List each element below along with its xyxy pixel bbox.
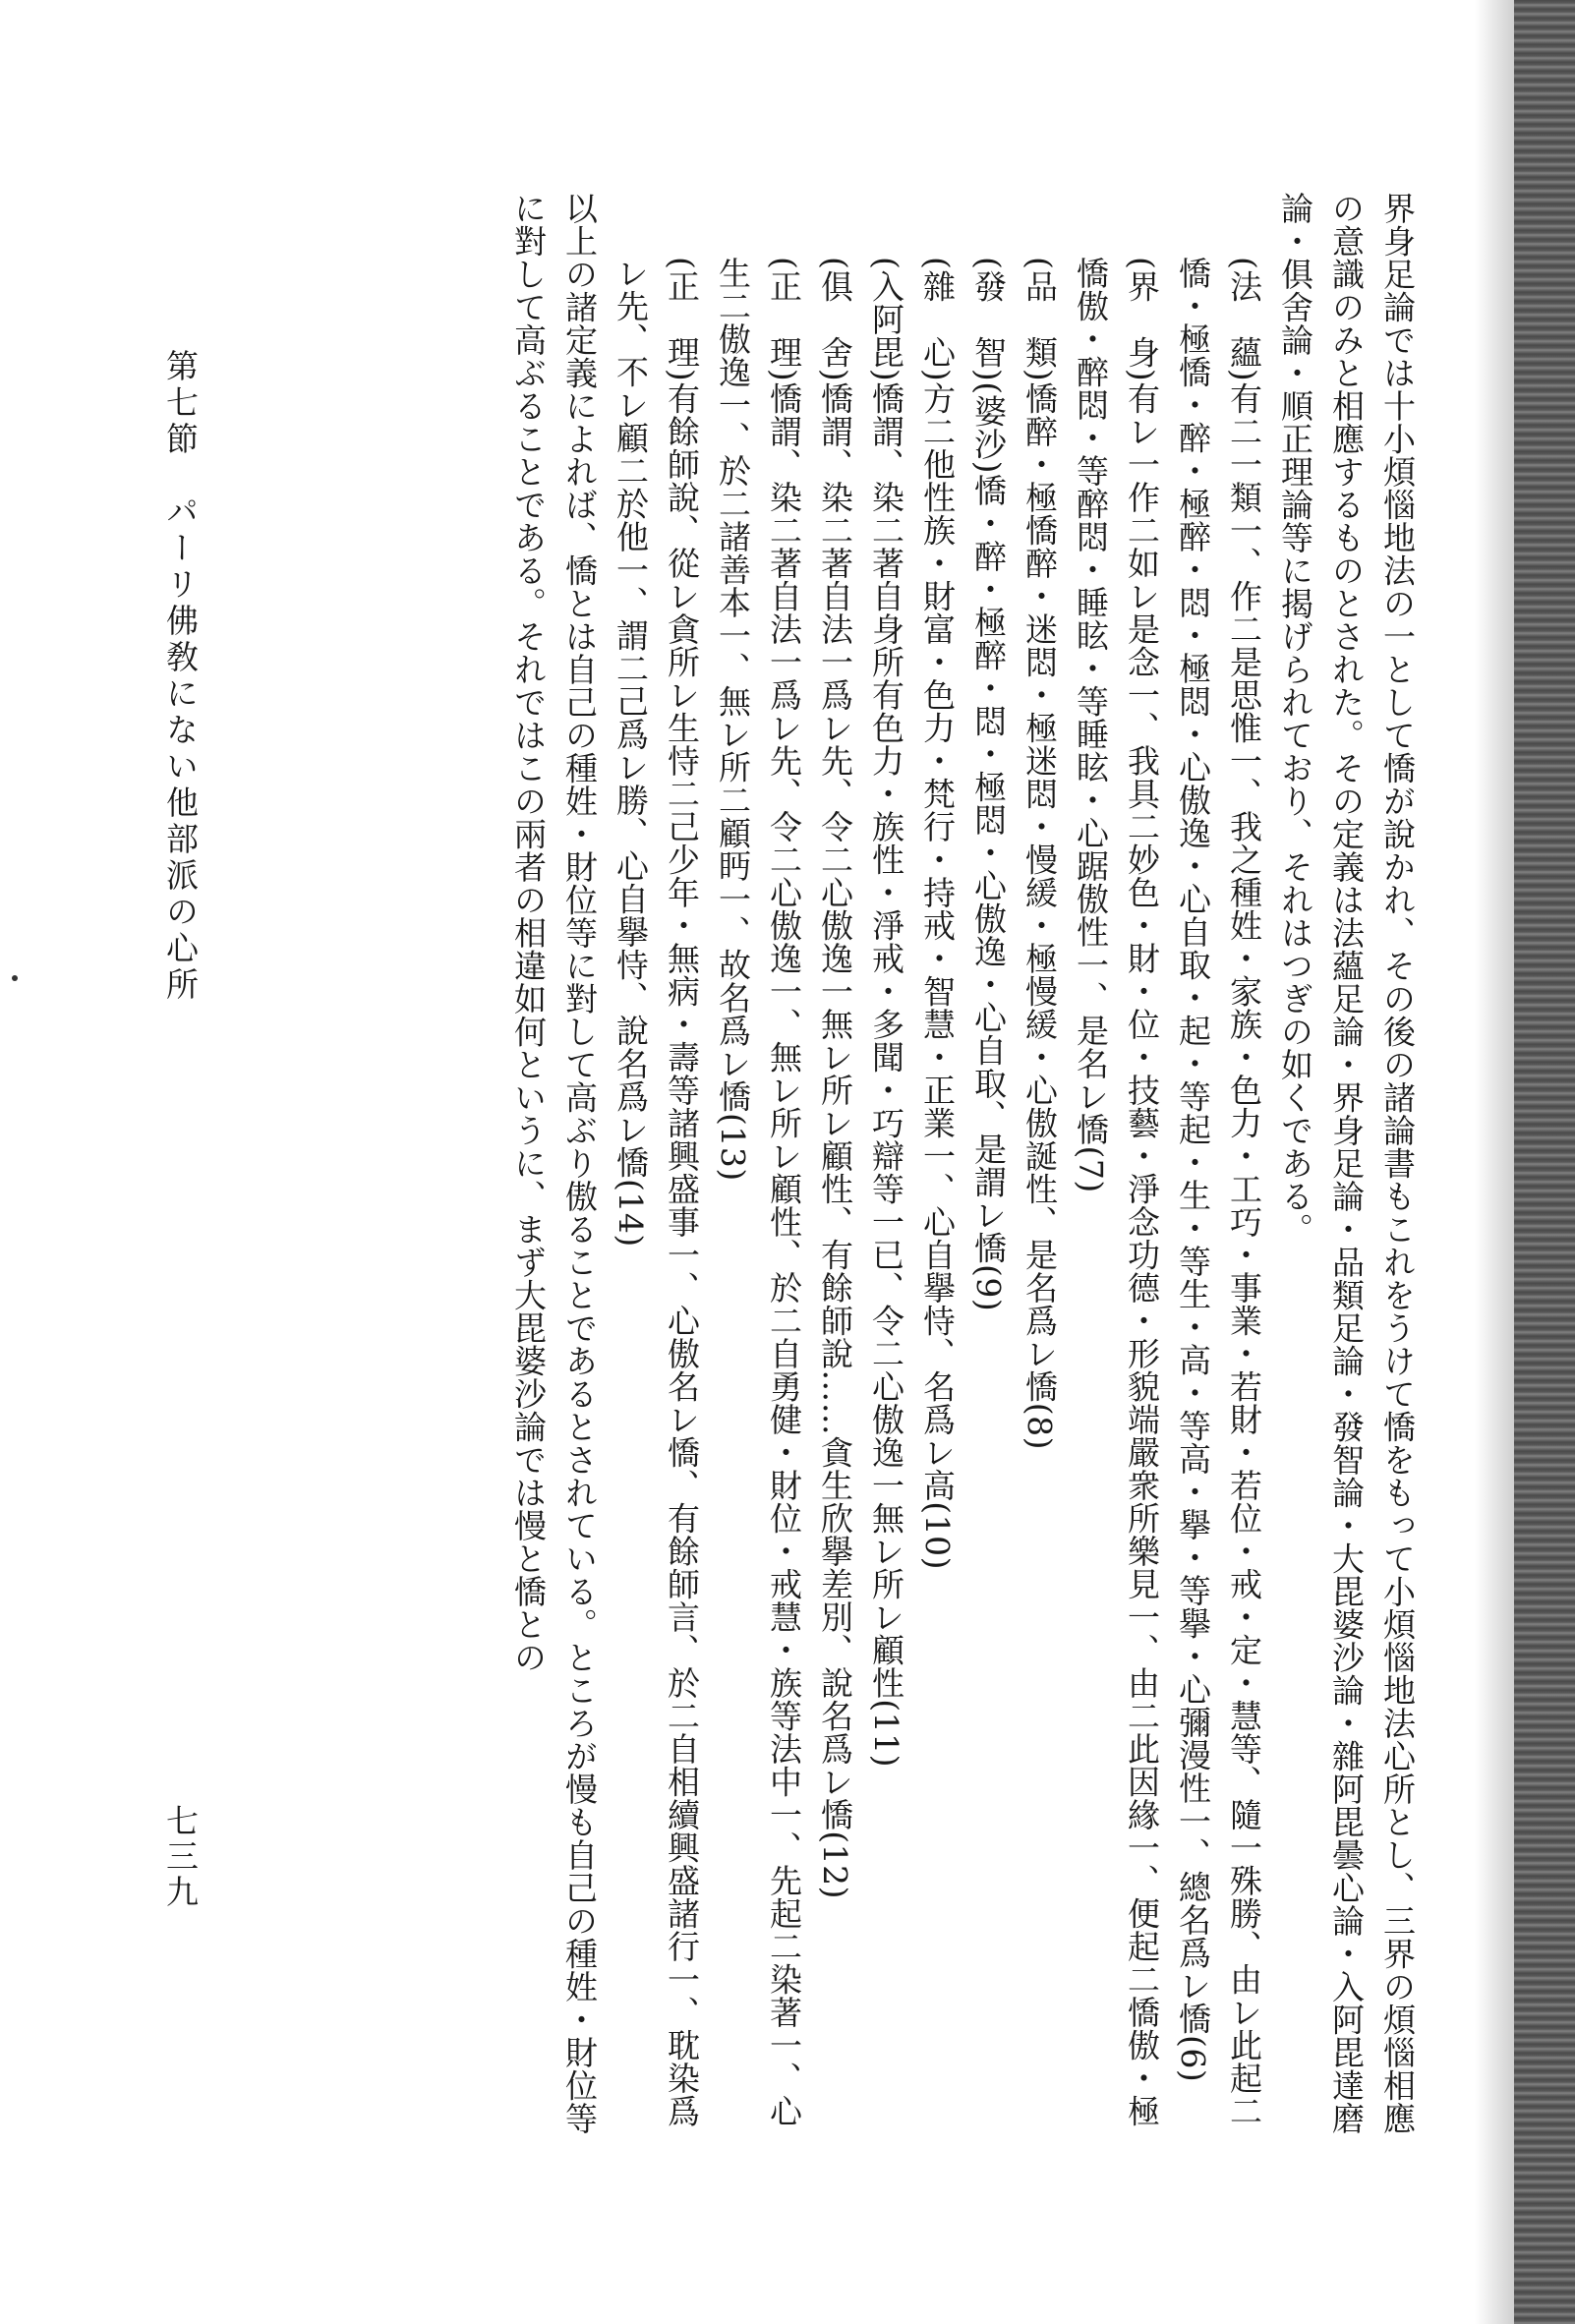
main-text-column-block bbox=[27, 192, 1423, 2158]
citation-junshouriron-1: (正 理)憍謂、染二著自法一爲レ先、令二心傲逸一、無レ所レ顧性、於二自勇健・財位・戒慧・族等法中一、先起二染著一、心生二傲逸一、於二諸善本一、無レ所二顧眄一、故名爲レ憍(13) bbox=[714, 257, 803, 2127]
paragraph-intro: 界身足論では十小煩惱地法の一として憍が說かれ、その後の諸論書もこれをうけて憍をもって小煩惱地法心所とし、三界の煩惱相應の意識のみと相應するものとされた。その定義は法蘊足論・界身足論・品類足論・發智論・大毘婆沙論・雜阿毘曇心論・入阿毘達磨論・俱舍論・順正理論等に揭げられており、それはつぎの如くである。 bbox=[1276, 192, 1417, 2135]
citation-hocchiron: (發 智)(婆沙)憍・醉・極醉・悶・極悶・心傲逸・心自取、是謂レ憍(9) bbox=[969, 257, 1008, 1312]
citation-zoushinron: (雜 心)方二他性族・財富・色力・梵行・持戒・智慧・正業一、心自擧恃、名爲レ高(10) bbox=[918, 257, 957, 1570]
citation-kusharon: (俱 舍)憍謂、染二著自法一爲レ先、令二心傲逸一無レ所レ顧性、有餘師說……貪生欣擧差別、說名爲レ憍(12) bbox=[816, 257, 854, 1899]
citation-junshouriron-2: (正 理)有餘師說、從レ貪所レ生恃二己少年・無病・壽等諸興盛事一、心傲名レ憍、有餘師言、於二自相續興盛諸行一、耽染爲レ先、不レ顧二於他一、謂二己爲レ勝、心自擧恃、說名爲レ憍(14) bbox=[612, 257, 701, 2127]
citation-hounsokuron: (法 蘊)有二一類一、作二是思惟一、我之種姓・家族・色力・工巧・事業・若財・若位・戒・定・慧等、隨一殊勝、由レ此起二憍・極憍・醉・極醉・悶・極悶・心傲逸・心自取・起・等起・生・等生・高・等高・擧・等擧・心彌漫性一、總名爲レ憍(6) bbox=[1174, 257, 1263, 2127]
page-header: 第七節 パーリ佛敎にない他部派の心所 bbox=[161, 349, 200, 1004]
binding-edge-fade bbox=[1475, 0, 1514, 2324]
citation-kaishinsokuron: (界 身)有レ一作二如レ是念一、我具二妙色・財・位・技藝・淨念功德・形貌端嚴衆所樂見一、由二此因緣一、便起二憍傲・極憍傲・醉悶・等醉悶・睡眩・等睡眩・心踞傲性一、是名レ憍(7) bbox=[1072, 257, 1161, 2127]
paragraph-conclusion: 以上の諸定義によれば、憍とは自己の種姓・財位等に對して高ぶり傲ることであるとされている。ところが慢も自己の種姓・財位等に對して高ぶることである。それではこの兩者の相違如何というに、まず大毘婆沙論では慢と憍との bbox=[509, 192, 599, 2135]
scan-speck bbox=[12, 975, 18, 981]
citation-nyuabidatsumaron: (入阿毘)憍謂、染二著自身所有色力・族性・淨戒・多聞・巧辯等一已、令二心傲逸一無レ所レ顧性(11) bbox=[867, 257, 905, 1768]
page-number: 七三九 bbox=[161, 1804, 200, 1910]
citation-hinruisokuron: (品 類)憍醉・極憍醉・迷悶・極迷悶・慢緩・極慢緩・心傲誕性、是名爲レ憍(8) bbox=[1021, 257, 1059, 1450]
binding-edge-shadow bbox=[1514, 0, 1575, 2324]
